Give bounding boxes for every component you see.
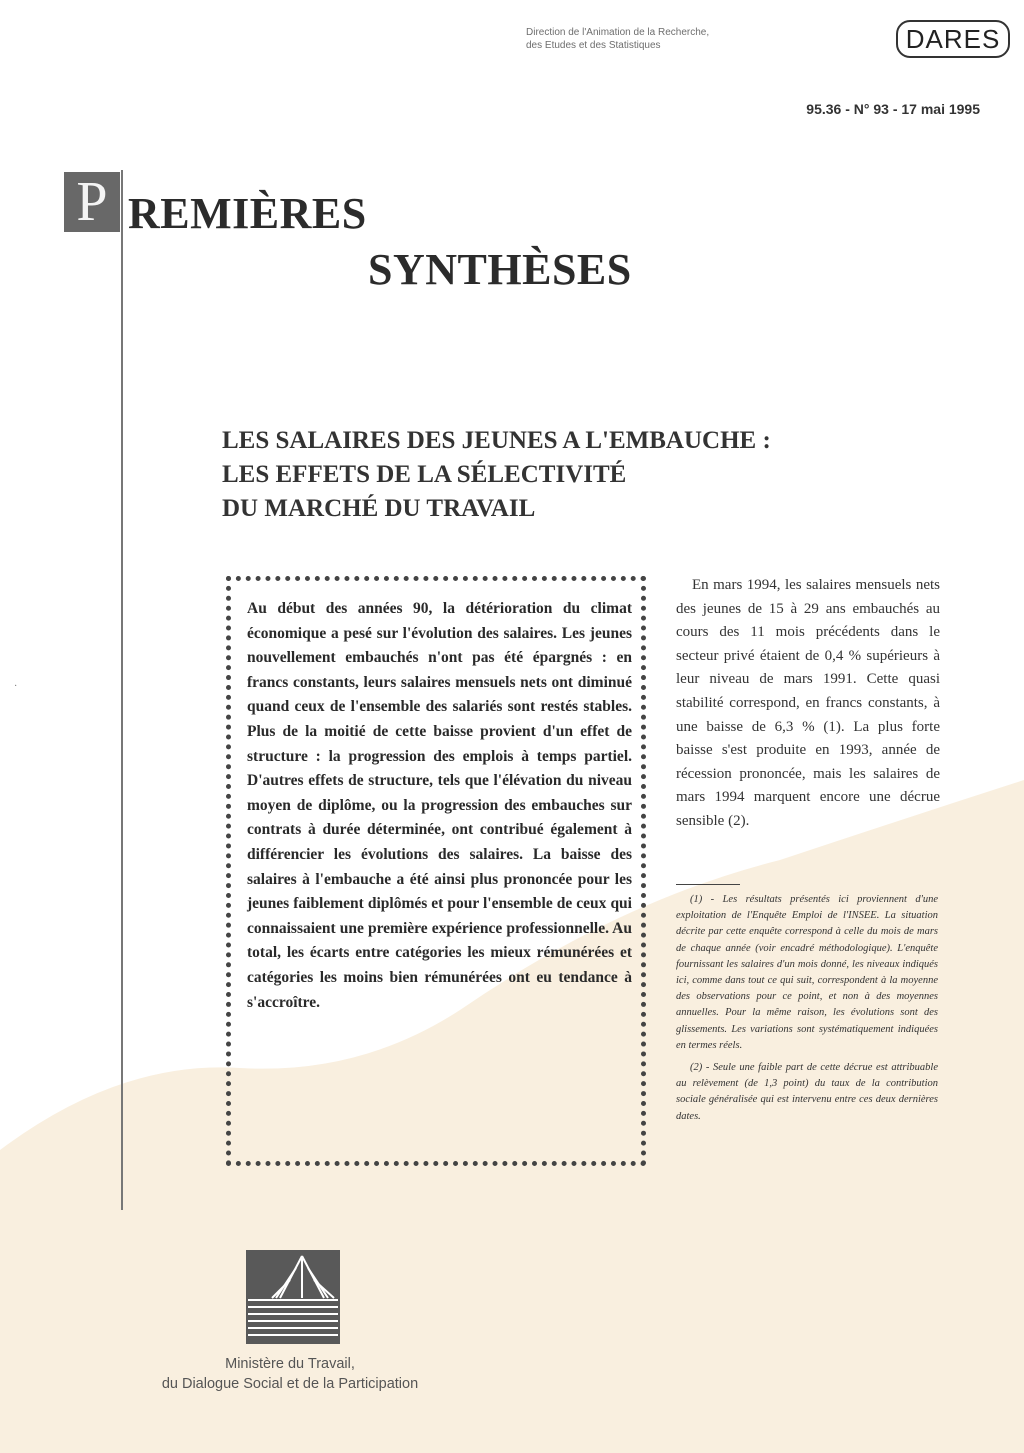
- series-vertical-rule: [121, 170, 123, 1210]
- article-title: [222, 424, 902, 526]
- summary-text: Au début des années 90, la détérioration du climat économique a pesé sur l'évolution des salaires. Les jeunes nouvellement embauchés n'ont pas été épargnés : en francs constants, leurs salaires mensuels nets ont diminué quand ceux de l'ensemble des salariés sont restés stables. Plus de la moitié de cette baisse provient d'un effet de structure : la progression des emplois à temps partiel. D'autres effets de structure, tels que l'élévation du niveau moyen de diplôme, ou la progression des embauches sur contrats à durée déterminée, ont contribué également à différencier les évolutions des salaires. La baisse des salaires à l'embauche a été ainsi plus prononcée pour les jeunes faiblement diplômés et pour l'ensemble de ceux qui connaissaient une première expérience professionnelle. Au total, les écarts entre catégories les mieux rémunérées et catégories les moins bien rémunérées ont eu tendance à s'accroître.: [247, 600, 632, 1011]
- series-initial-box: P: [64, 172, 120, 232]
- title-line-3: DU MARCHÉ DU TRAVAIL: [222, 495, 536, 522]
- footnotes: [676, 892, 938, 1131]
- series-title-line-2: SYNTHÈSES: [368, 245, 632, 294]
- scan-speck: ·: [14, 681, 18, 692]
- footnote-rule: [676, 884, 740, 885]
- ministry-line-2: du Dialogue Social et de la Participation: [161, 1376, 419, 1392]
- org-line-1: Direction de l'Animation de la Recherche,: [526, 27, 710, 38]
- summary-box: [226, 576, 646, 1166]
- issue-number: 95.36 - N° 93 - 17 mai 1995: [806, 101, 980, 117]
- dares-logo: DARES: [896, 20, 1010, 58]
- ministry-name: [130, 1354, 450, 1394]
- series-title-line-1: REMIÈRES: [128, 189, 367, 238]
- footnote-2: (2) - Seule une faible part de cette décrue est attribuable au relèvement (de 1,3 point) du taux de la contribution sociale généralisée qui est intervenu entre ces deux dernières dates.: [676, 1062, 938, 1122]
- title-line-1: LES SALAIRES DES JEUNES A L'EMBAUCHE :: [222, 427, 771, 454]
- body-paragraph: En mars 1994, les salaires mensuels nets des jeunes de 15 à 29 ans embauchés au cours des 11 mois précédents dans le secteur privé étaient de 0,4 % supérieurs à leur niveau de mars 1991. Cette quasi stabilité correspond, en francs constants, à une baisse de 6,3 % (1). La plus forte baisse s'est produite en 1993, année de récession prononcée, mais les salaires de mars 1994 marquent encore une décrue sensible (2).: [676, 577, 940, 829]
- org-line-2: des Etudes et des Statistiques: [526, 40, 661, 51]
- org-name: [526, 26, 709, 52]
- ministry-line-1: Ministère du Travail,: [225, 1356, 355, 1372]
- ministry-logo-icon: [246, 1250, 340, 1344]
- footnote-1: (1) - Les résultats présentés ici proviennent d'une exploitation de l'Enquête Emploi de l'INSEE. La situation décrite par cette enquête correspond à celle du mois de mars de chaque année (voir encadré méthodologique). L'enquête fournissant les salaires d'un mois donné, les niveaux indiqués ici, comme dans tout ce qui suit, correspondent à la moyenne des observations pour ce point, et non à des moyennes annuelles. Pour la même raison, les évolutions sont des glissements. Les variations sont systématiquement indiquées en termes réels.: [676, 894, 938, 1051]
- title-line-2: LES EFFETS DE LA SÉLECTIVITÉ: [222, 461, 627, 488]
